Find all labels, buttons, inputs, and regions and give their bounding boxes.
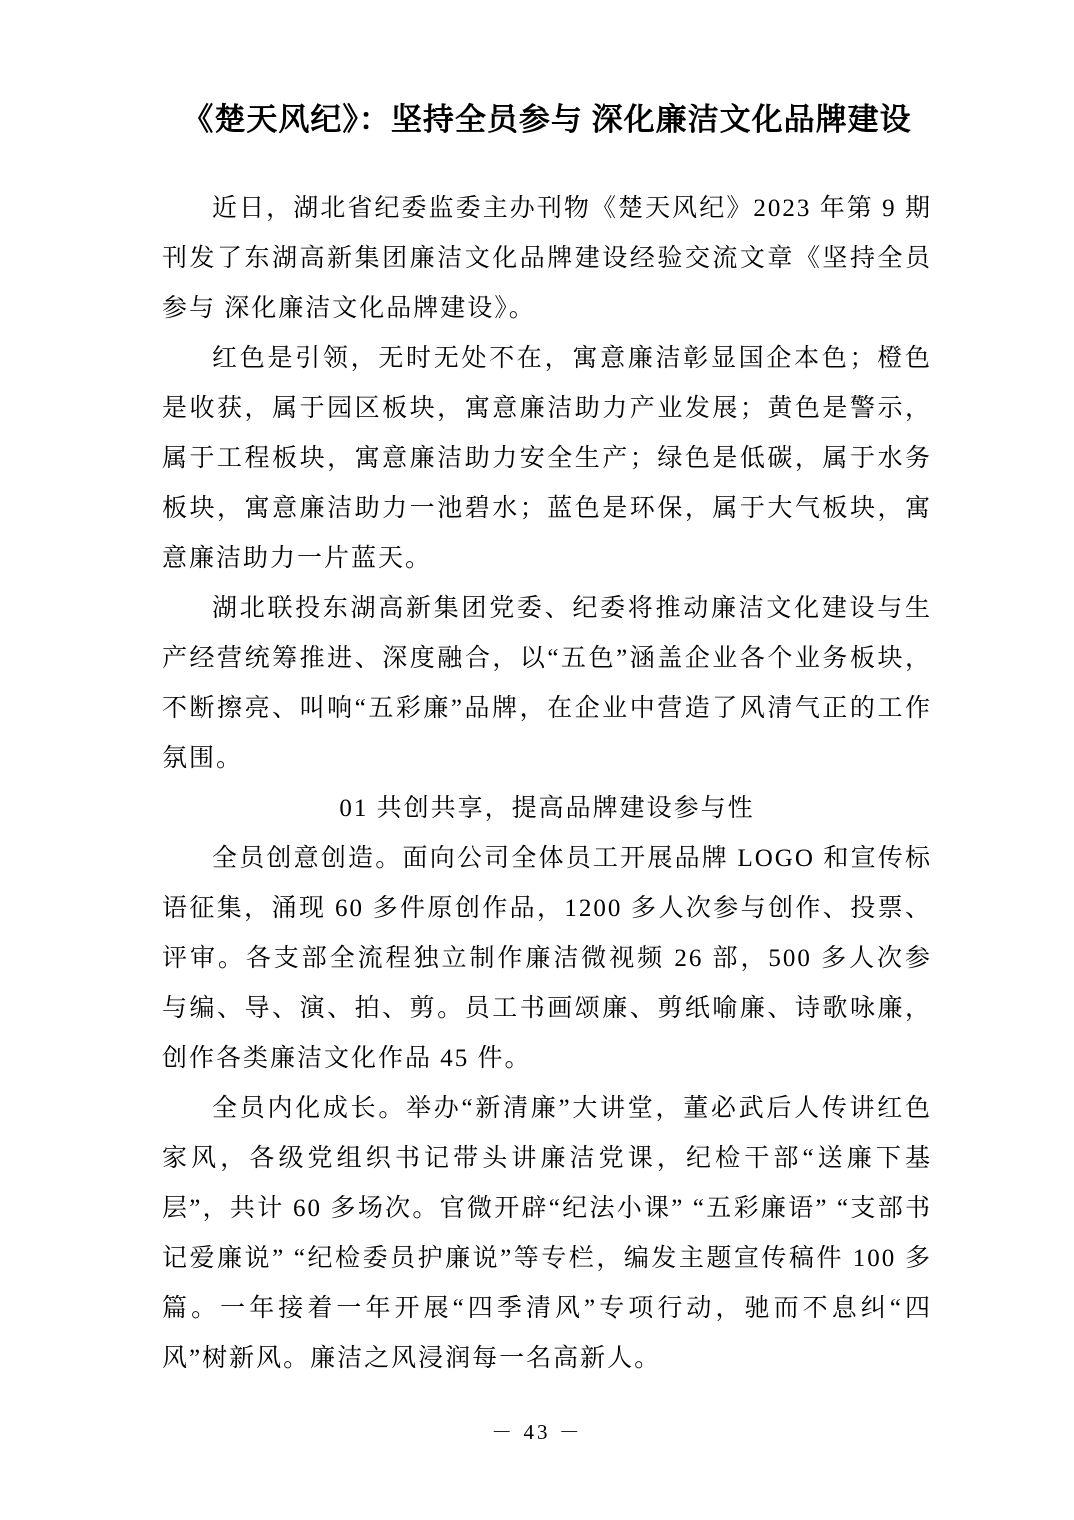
page-number: － 43 － (491, 1420, 583, 1444)
paragraph-creation: 全员创意创造。面向公司全体员工开展品牌 LOGO 和宣传标语征集，涌现 60 多件原创作品，1200 多人次参与创作、投票、评审。各支部全流程独立制作廉洁微视频 26 部，500 多人次参与编、导、演、拍、剪。员工书画颂廉、剪纸喻廉、诗歌咏廉，创作各类廉洁文化作品 45 件。 (162, 845, 932, 1072)
paragraph-growth: 全员内化成长。举办“新清廉”大讲堂，董必武后人传讲红色家风，各级党组织书记带头讲廉洁党课，纪检干部“送廉下基层”，共计 60 多场次。官微开辟“纪法小课” “五彩廉语” “支部书记爱廉说” “纪检委员护廉说”等专栏，编发主题宣传稿件 100 多篇。一年接着一年开展“四季清风”专项行动，驰而不息纠“四风”树新风。廉洁之风浸润每一名高新人。 (162, 1095, 932, 1372)
paragraph-intro: 近日，湖北省纪委监委主办刊物《楚天风纪》2023 年第 9 期刊发了东湖高新集团廉洁文化品牌建设经验交流文章《坚持全员参与 深化廉洁文化品牌建设》。 (162, 195, 932, 322)
paragraph-five-colors: 红色是引领，无时无处不在，寓意廉洁彰显国企本色；橙色是收获，属于园区板块，寓意廉洁助力产业发展；黄色是警示，属于工程板块，寓意廉洁助力安全生产；绿色是低碳，属于水务板块，寓意廉洁助力一池碧水；蓝色是环保，属于大气板块，寓意廉洁助力一片蓝天。 (162, 345, 932, 572)
section-heading-01: 01 共创共享，提高品牌建设参与性 (339, 795, 755, 822)
paragraph-brand-promotion: 湖北联投东湖高新集团党委、纪委将推动廉洁文化建设与生产经营统筹推进、深度融合，以“五色”涵盖企业各个业务板块，不断擦亮、叫响“五彩廉”品牌，在企业中营造了风清气正的工作氛围。 (162, 595, 932, 772)
document-title: 《楚天风纪》：坚持全员参与 深化廉洁文化品牌建设 (182, 102, 912, 137)
document-body (162, 96, 932, 1384)
